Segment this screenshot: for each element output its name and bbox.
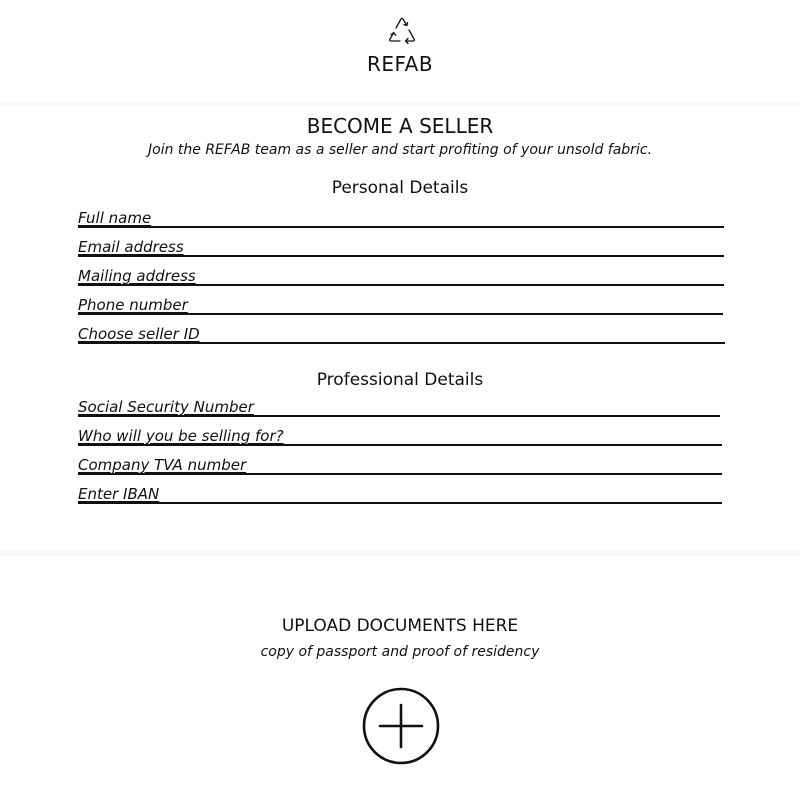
field-label: Who will you be selling for? [78,427,284,445]
phone-number-field[interactable] [78,293,723,315]
selling-for-field[interactable] [78,424,722,446]
full-name-field[interactable] [78,206,724,228]
iban-field[interactable] [78,482,722,504]
seller-form [0,106,800,550]
upload-title: UPLOAD DOCUMENTS HERE [281,616,519,636]
field-label: Email address [78,238,184,256]
page-subtitle: Join the REFAB team as a seller and start profiting of your unsold fabric. [148,142,652,158]
app-header [0,0,800,102]
ssn-field[interactable] [78,395,720,417]
recycle-icon [384,14,420,50]
brand-name: REFAB [366,52,434,76]
mailing-address-field[interactable] [78,264,724,286]
field-label: Phone number [78,296,188,314]
personal-details-heading: Personal Details [331,178,469,198]
field-label: Full name [78,209,152,227]
professional-details-heading: Professional Details [316,370,484,390]
email-field[interactable] [78,235,724,257]
field-label: Mailing address [78,267,196,285]
field-label: Company TVA number [78,456,247,474]
field-label: Enter IBAN [78,485,160,503]
upload-subtitle: copy of passport and proof of residency [260,644,540,660]
company-tva-field[interactable] [78,453,722,475]
plus-circle-icon[interactable] [362,687,440,765]
field-label: Social Security Number [78,398,254,416]
field-label: Choose seller ID [78,325,200,343]
page-title: BECOME A SELLER [306,114,494,138]
seller-id-field[interactable] [78,322,725,344]
upload-section [0,556,800,793]
